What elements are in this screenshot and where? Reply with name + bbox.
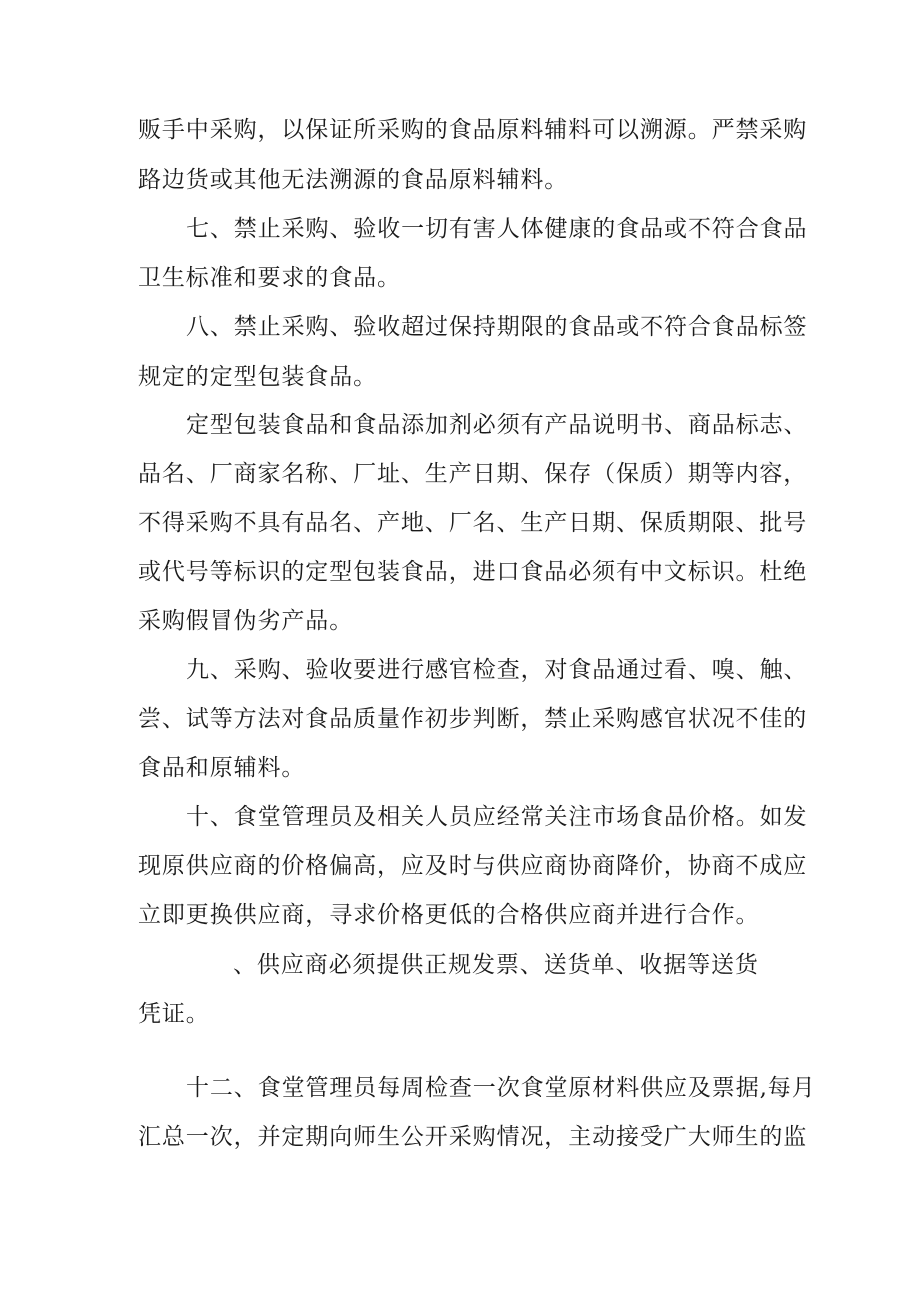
clause-9-line-1: 九、采购、验收要进行感官检查，对食品通过看、嗅、触、: [186, 657, 808, 683]
packaged-food-line-1: 定型包装食品和食品添加剂必须有产品说明书、商品标志、: [186, 412, 808, 438]
paragraph-6-line-2: 路边货或其他无法溯源的食品原料辅料。: [138, 167, 569, 193]
clause-10-line-2: 现原供应商的价格偏高，应及时与供应商协商降价，协商不成应: [138, 853, 808, 879]
clause-7-line-2: 卫生标准和要求的食品。: [138, 265, 401, 291]
clause-9-line-3: 食品和原辅料。: [138, 755, 306, 781]
clause-8-line-2: 规定的定型包装食品。: [138, 364, 377, 390]
paragraph-6-line-1: 贩手中采购，以保证所采购的食品原料辅料可以溯源。严禁采购: [138, 117, 808, 143]
clause-11-line-2: 凭证。: [138, 1001, 210, 1027]
clause-8-line-1: 八、禁止采购、验收超过保持期限的食品或不符合食品标签: [186, 314, 808, 340]
clause-7-line-1: 七、禁止采购、验收一切有害人体健康的食品或不符合食品: [186, 216, 808, 242]
clause-11-line-1: 、供应商必须提供正规发票、送货单、收据等送货: [233, 952, 759, 978]
packaged-food-line-3: 不得采购不具有品名、产地、厂名、生产日期、保质期限、批号: [138, 510, 808, 536]
packaged-food-line-2: 品名、厂商家名称、厂址、生产日期、保存（保质）期等内容，: [138, 461, 808, 487]
clause-9-line-2: 尝、试等方法对食品质量作初步判断，禁止采购感官状况不佳的: [138, 706, 808, 732]
packaged-food-line-5: 采购假冒伪劣产品。: [138, 608, 354, 634]
clause-10-line-3: 立即更换供应商，寻求价格更低的合格供应商并进行合作。: [138, 902, 760, 928]
clause-12-line-2: 汇总一次，并定期向师生公开采购情况，主动接受广大师生的监: [138, 1124, 808, 1150]
clause-12-line-1: 十二、食堂管理员每周检查一次食堂原材料供应及票据,每月: [186, 1075, 816, 1101]
clause-10-line-1: 十、食堂管理员及相关人员应经常关注市场食品价格。如发: [186, 804, 808, 830]
packaged-food-line-4: 或代号等标识的定型包装食品，进口食品必须有中文标识。杜绝: [138, 559, 808, 585]
